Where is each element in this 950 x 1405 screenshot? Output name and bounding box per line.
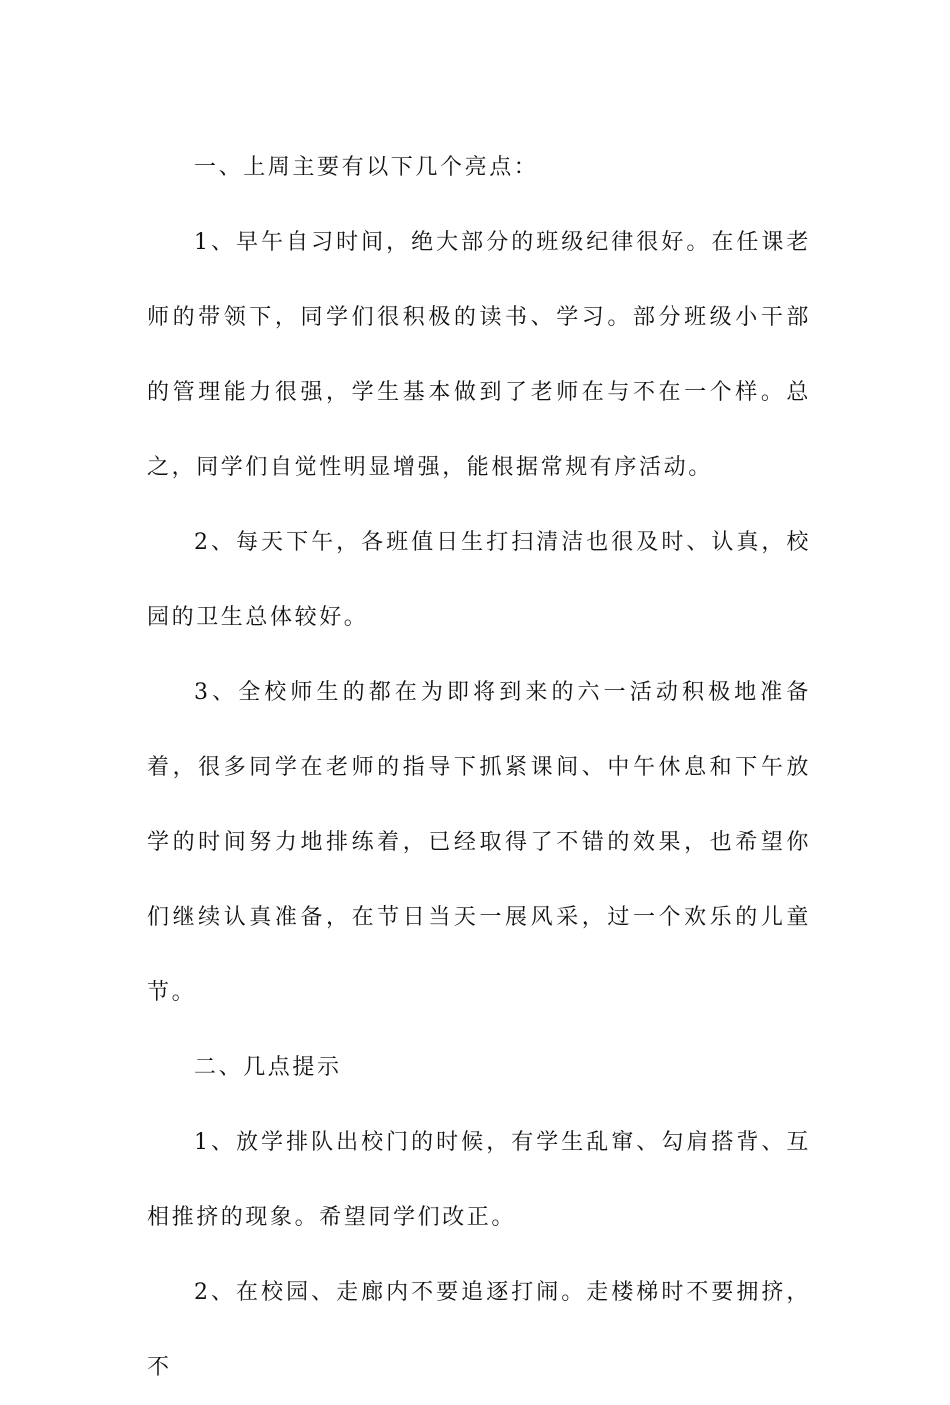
paragraph-childrens-day: 3、全校师生的都在为即将到来的六一活动积极地准备着，很多同学在老师的指导下抓紧课间、中午休息和下午放学的时间努力地排练着，已经取得了不错的效果，也希望你们继续认真准备，在节日当天一展风采，过一个欢乐的儿童节。 <box>147 680 811 1005</box>
paragraph-dismissal: 1、放学排队出校门的时候，有学生乱窜、勾肩搭背、互相推挤的现象。希望同学们改正。 <box>147 1130 811 1230</box>
section-heading-reminders: 二、几点提示 <box>194 1055 342 1080</box>
paragraph-cleaning: 2、每天下午，各班值日生打扫清洁也很及时、认真，校园的卫生总体较好。 <box>147 530 811 630</box>
section-heading-highlights: 一、上周主要有以下几个亮点： <box>194 155 539 180</box>
paragraph-corridor: 2、在校园、走廊内不要追逐打闹。走楼梯时不要拥挤，不 <box>147 1280 811 1380</box>
paragraph-self-study: 1、早午自习时间，绝大部分的班级纪律很好。在任课老师的带领下，同学们很积极的读书、学习。部分班级小干部的管理能力很强，学生基本做到了老师在与不在一个样。总之，同学们自觉性明显增强，能根据常规有序活动。 <box>147 230 811 480</box>
document-body <box>147 130 811 1405</box>
